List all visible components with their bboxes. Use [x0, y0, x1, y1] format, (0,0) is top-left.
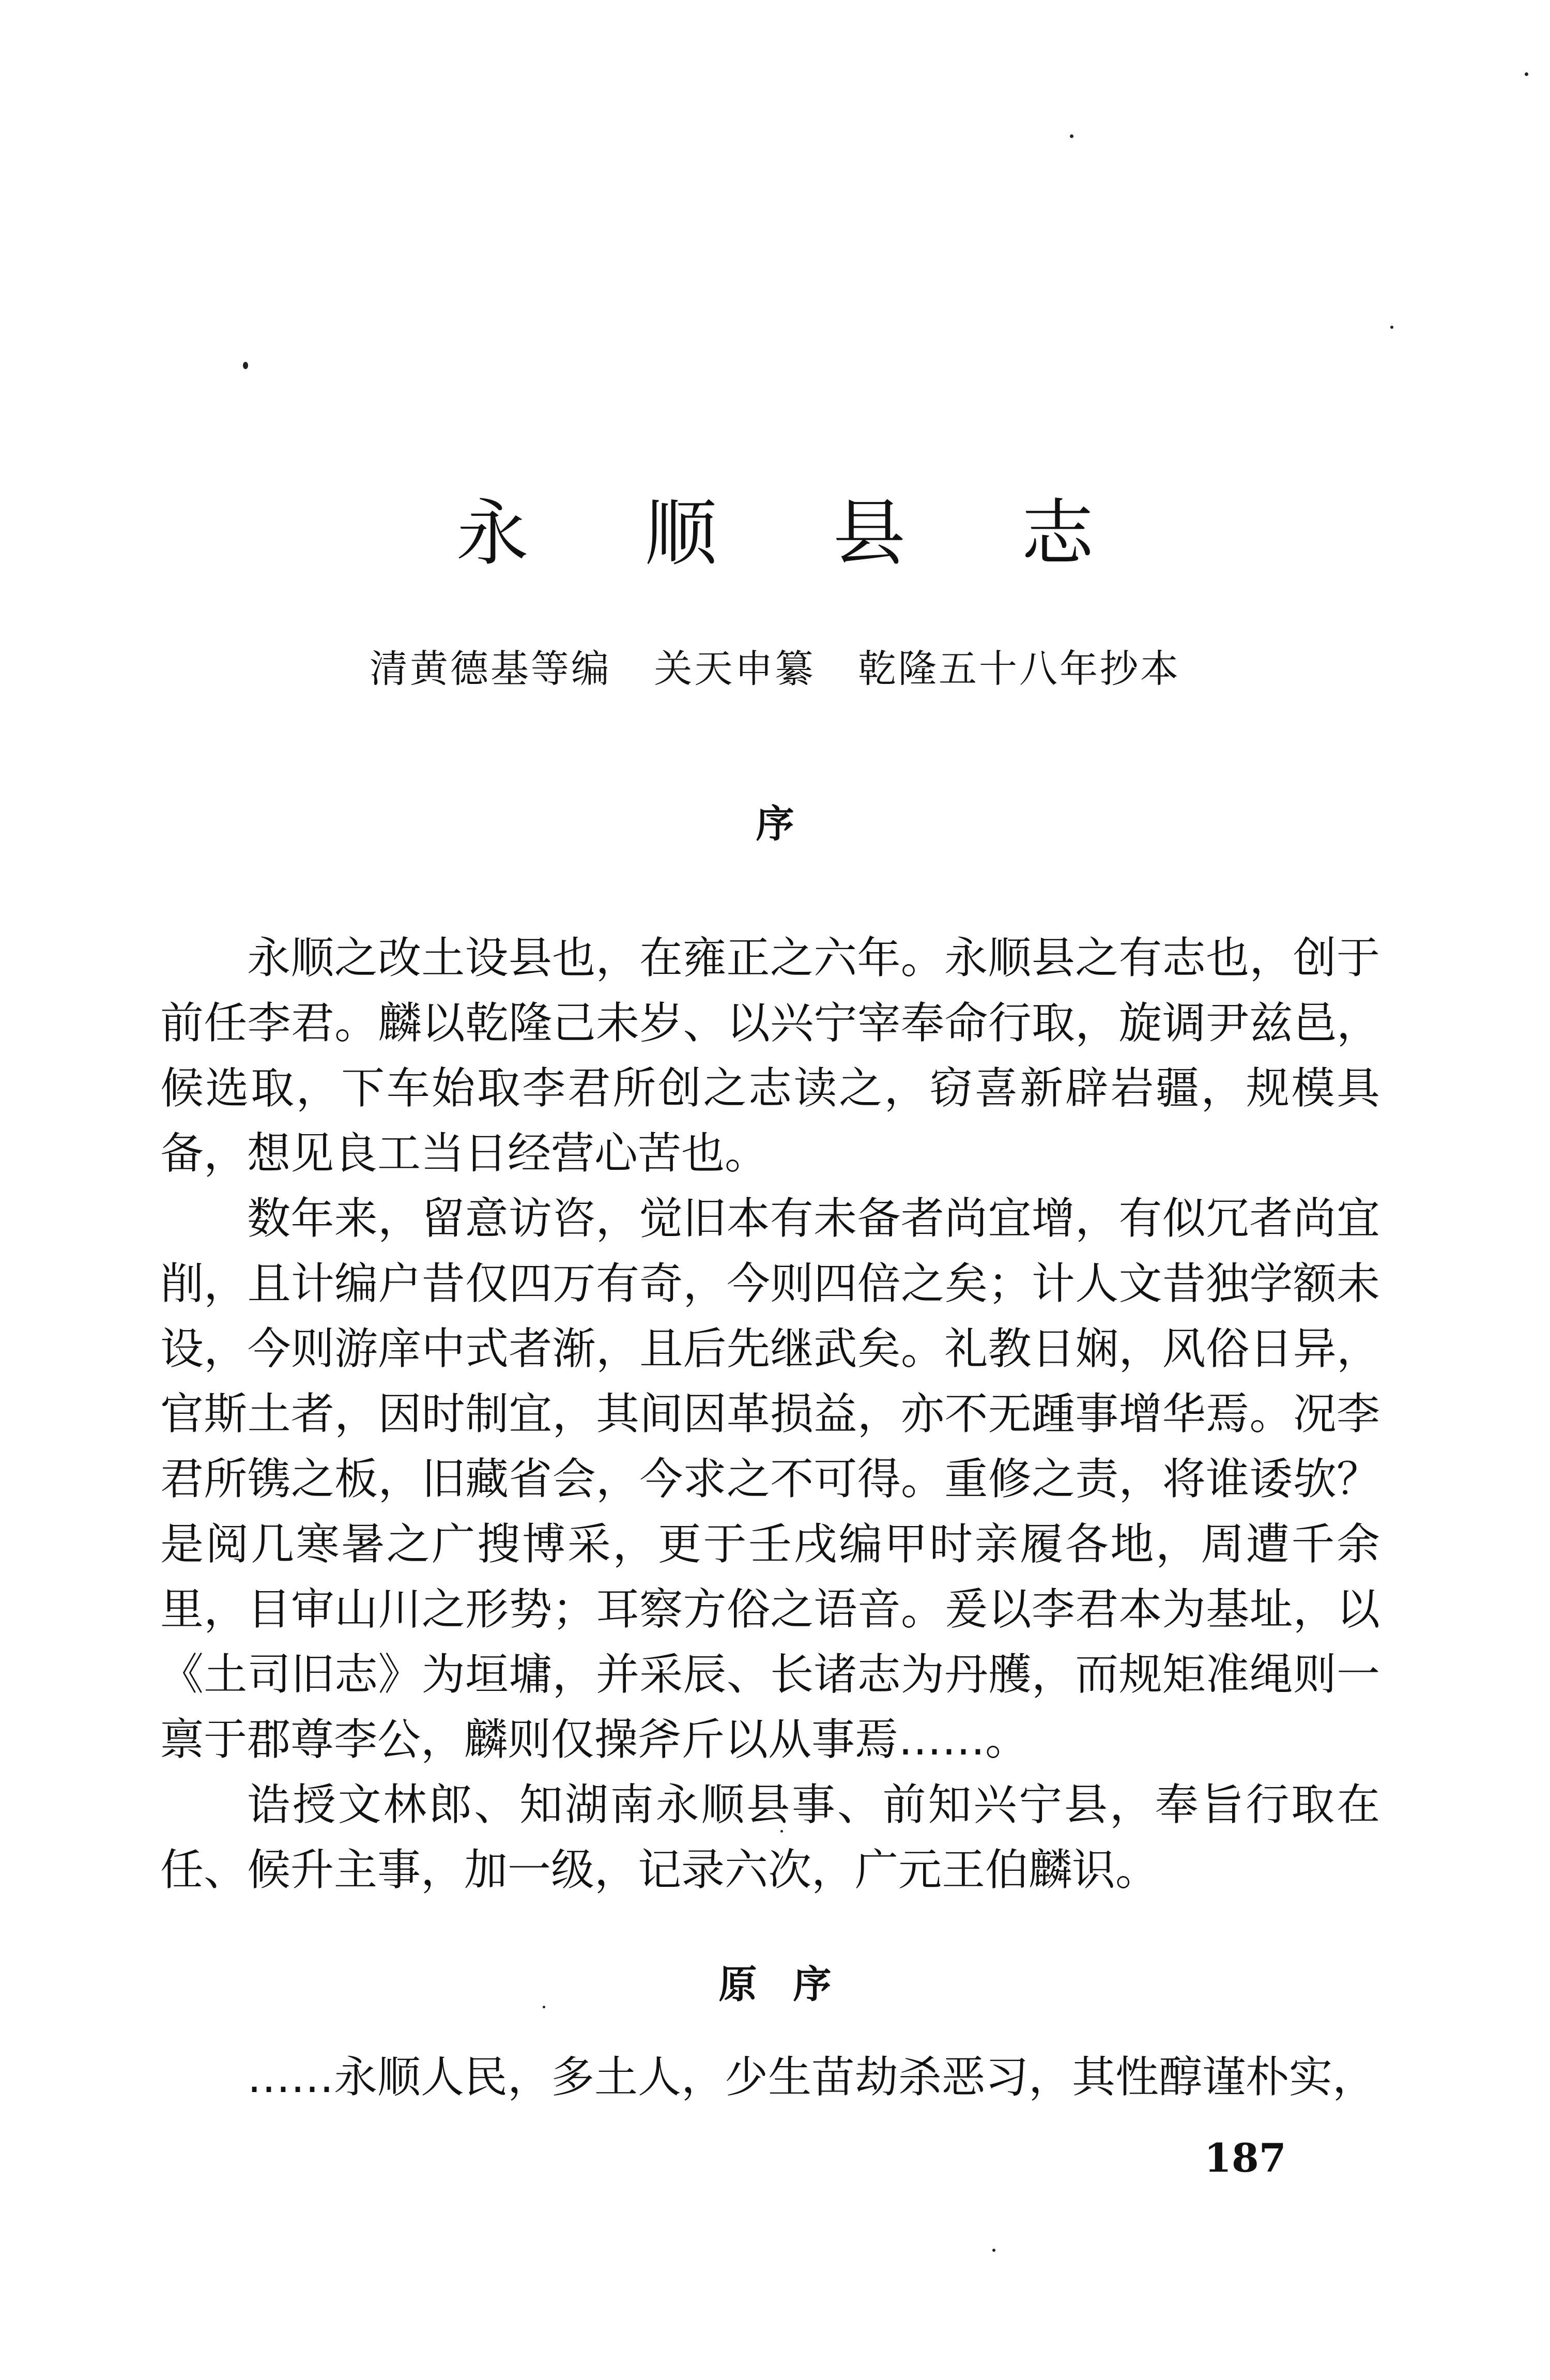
original-preface-heading: 原序 [718, 1962, 868, 2007]
page-title: 永 顺 县 志 [456, 492, 1141, 576]
scan-speck [1525, 72, 1528, 76]
original-preface-paragraph: ……永顺人民，多土人，少生苗劫杀恶习，其性醇谨朴实， [247, 2052, 1376, 2102]
preface-paragraph: 数年来，留意访咨，觉旧本有未备者尚宜增，有似冗者尚宜削，且计编户昔仅四万有奇，今则四倍之矣；计人文昔独学额未设，今则游庠中式者渐，且后先继武矣。礼教日娴，风俗日异，官斯土者，因时制宜，其间因革损益，亦不无踵事增华焉。况李君所镌之板，旧藏省会，今求之不可得。重修之责，将谁诿欤？是阅几寒暑之广搜博采，更于壬戌编甲时亲履各地，周遭千余里，目审山川之形势；耳察方俗之语音。爰以李君本为基址，以《土司旧志》为垣墉，并采辰、长诸志为丹雘，而规矩准绳则一禀于郡尊李公，麟则仅操斧斤以从事焉……。 [160, 1193, 1380, 1765]
preface-heading: 序 [756, 802, 794, 846]
scan-speck [992, 2249, 995, 2252]
page-number: 187 [1204, 2135, 1286, 2181]
preface-paragraph: 永顺之改土设县也，在雍正之六年。永顺县之有志也，创于前任李君。麟以乾隆己未岁、以兴宁宰奉命行取，旋调尹兹邑，候选取，下车始取李君所创之志读之，窃喜新辟岩疆，规模具备，想见良工当日经营心苦也。 [160, 933, 1380, 1179]
scan-speck [1390, 326, 1393, 329]
preface-paragraph: 诰授文林郎、知湖南永顺县事、前知兴宁县，奉旨行取在任、候升主事，加一级，记录六次，广元王伯麟识。 [160, 1779, 1380, 1895]
scan-speck [243, 362, 248, 369]
byline: 清黄德基等编 关天申纂 乾隆五十八年抄本 [369, 647, 1181, 691]
scan-speck [543, 2006, 545, 2008]
original-preface-body [160, 2045, 1380, 2110]
scan-speck [780, 1830, 783, 1833]
preface-body [160, 925, 1380, 1902]
scan-speck [1070, 134, 1073, 138]
